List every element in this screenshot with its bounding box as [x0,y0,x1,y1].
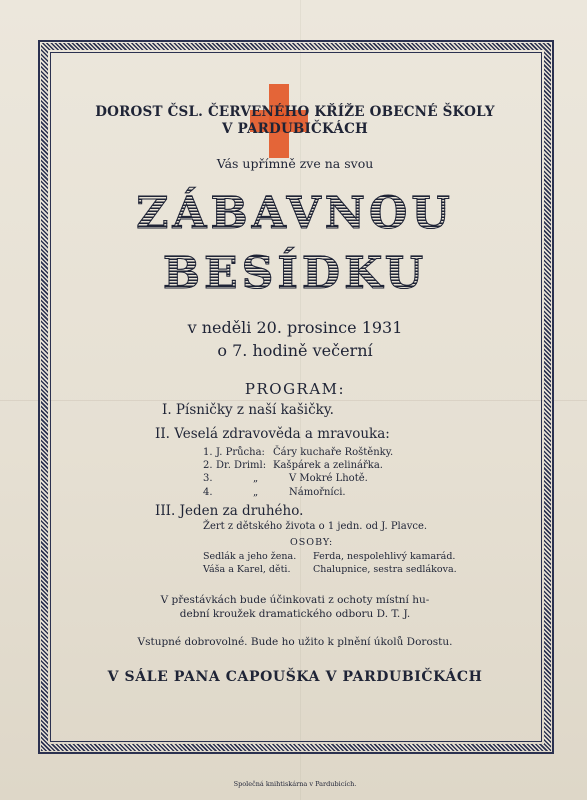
organization-line-2: V PARDUBIČKÁCH [222,121,368,137]
cast-heading: OSOBY: [290,537,334,548]
sub-item-number: 4. [203,487,213,498]
program-item-1: I. Písničky z naší kašičky. [162,402,334,418]
admission-note: Vstupné dobrovolné. Bude ho užito k plnění úkolů Dorostu. [137,636,453,648]
program-item-3-description: Žert z dětského života o 1 jedn. od J. Plavce. [203,521,428,532]
program-heading: PROGRAM: [244,380,346,398]
sub-item-author: Dr. Driml: [216,460,267,471]
title-line-2: BESÍDKU [60,248,530,299]
sub-item-number: 3. [203,473,213,484]
event-date: v neděli 20. prosince 1931 [187,318,403,337]
intermission-note-line-2: dební kroužek dramatického odboru D. T. J. [179,608,411,620]
sub-item-number: 1. [203,447,213,458]
sub-item-author: J. Průcha: [216,447,265,458]
intermission-note-line-1: V přestávkách bude účinkovati z ochoty místní hu- [160,594,430,606]
sub-item-number: 2. [203,460,213,471]
program-item-2: II. Veselá zdravověda a mravouka: [155,426,390,442]
title-line-1: ZÁBAVNOU [60,188,530,239]
sub-item-author: „ [253,473,259,484]
sub-item-title: Čáry kuchaře Roštěnky. [273,447,394,458]
sub-item-title: V Mokré Lhotě. [289,473,368,484]
cast-member: Váša a Karel, děti. [203,564,291,575]
sub-item-author: „ [253,487,259,498]
sub-item-title: Námořníci. [289,487,346,498]
cast-member: Sedlák a jeho žena. [203,551,297,562]
event-time: o 7. hodině večerní [217,341,373,360]
organization-line-1: DOROST ČSL. ČERVENÉHO KŘÍŽE OBECNÉ ŠKOLY [95,104,495,120]
cast-member: Chalupnice, sestra sedlákova. [313,564,457,575]
printer-credit: Společná knihtiskárna v Pardubicích. [233,780,357,788]
venue-line: V SÁLE PANA CAPOUŠKA V PARDUBIČKÁCH [107,669,483,685]
invitation-text: Vás upřímně zve na svou [216,156,374,171]
program-item-3: III. Jeden za druhého. [155,503,304,519]
sub-item-title: Kašpárek a zelinářka. [273,460,383,471]
cast-member: Ferda, nespolehlivý kamarád. [313,551,456,562]
